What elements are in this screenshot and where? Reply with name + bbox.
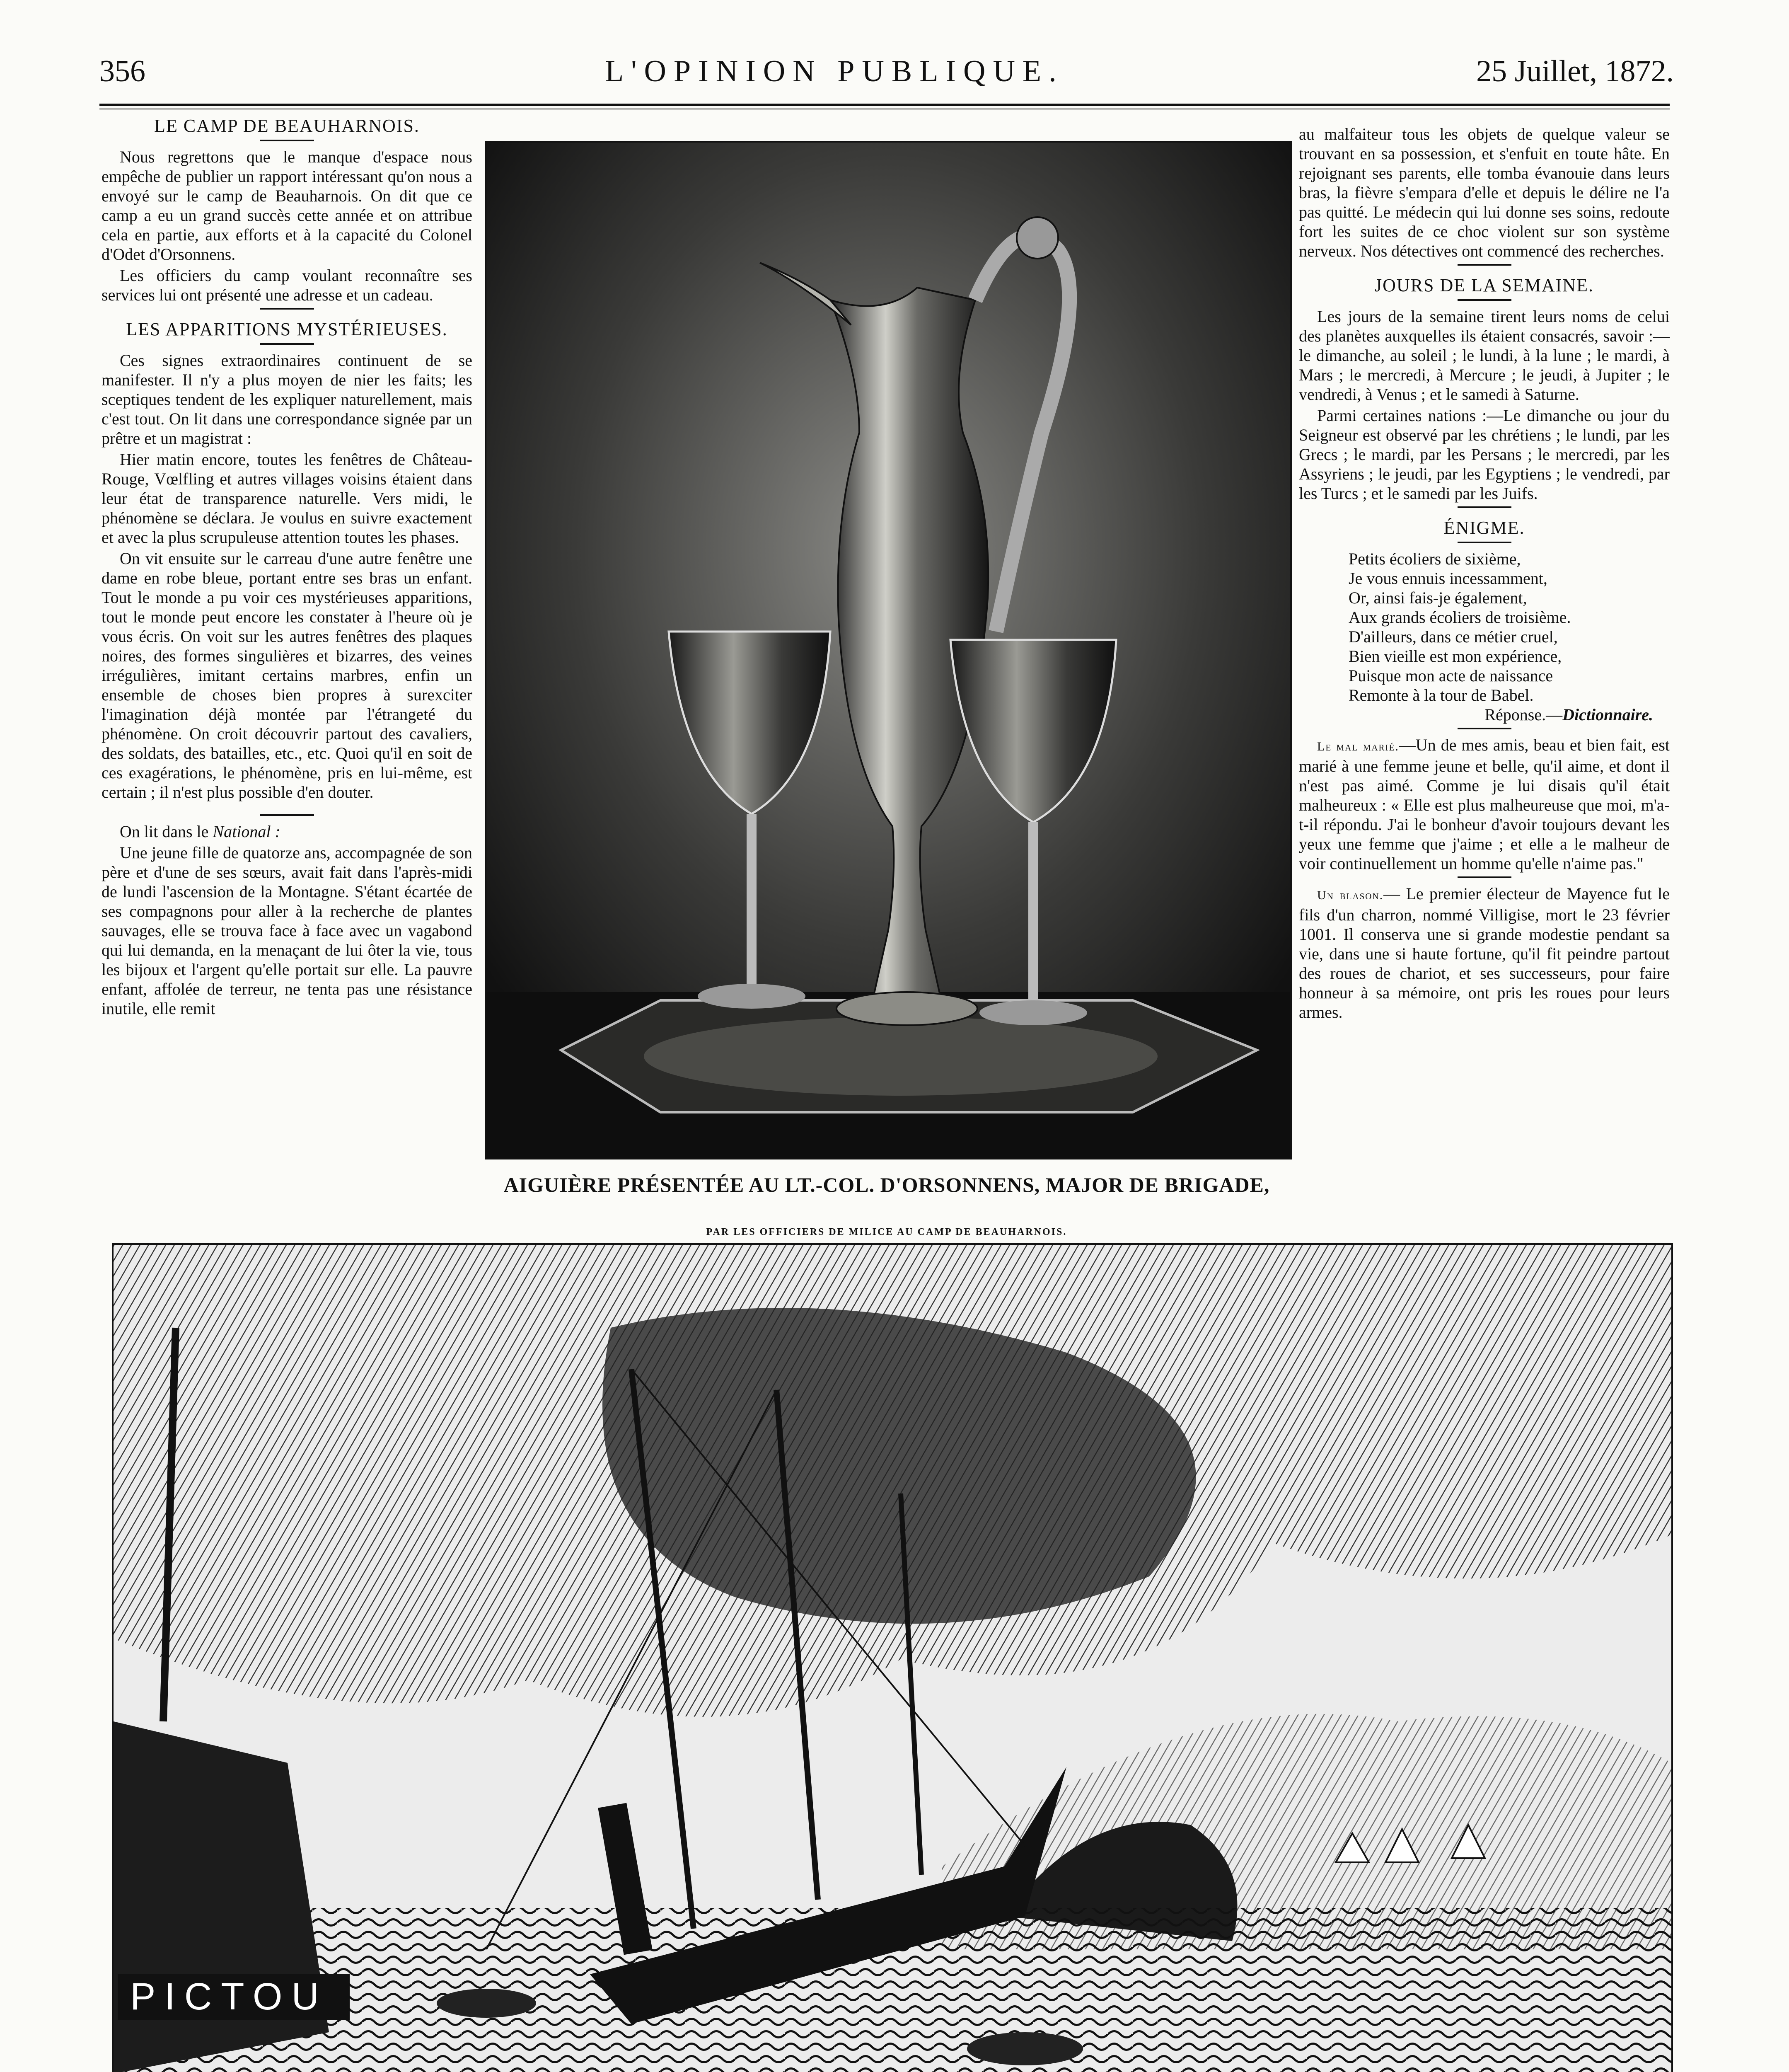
section-rule [260,140,314,141]
ewer-engraving [486,143,1290,1158]
section-rule [1458,876,1511,878]
section-rule [1458,264,1511,266]
apparitions-paragraph-3: On vit ensuite sur le carreau d'une autre fenêtre une dame en robe bleue, portant entre ses bras un enfant. Tout le monde a pu voir ces mystérieuses apparitions, tout le monde peut encore les constater à l'heure où je vous écris. On voit sur les autres fenêtres des plaques noires, des formes singulières et bizarres, des veines irrégulières, imitant certains marbres, enfin un ensemble de choses bien propres à surexciter l'imagination déjà montée par l'étrangeté du phénomène. On croit découvrir partout des cavaliers, des soldats, des batailles, etc., etc. Quoi qu'il en soit de ces exagérations, le phénomène, pris en lui-même, est certain ; il n'est plus possible d'en douter. [102,549,472,801]
poem-line: D'ailleurs, dans ce métier cruel, [1349,627,1558,646]
mal-marie-text: —Un de mes amis, beau et bien fait, est marié à une femme jeune et belle, qu'il aime, et dont il n'est pas aimé. Comme je lui disais qu'il était malheureux : « Elle est plus malheureuse que moi, m'a-t-il répondu. J'ai le bonheur d'avoir toujours devant les yeux une femme que j'aime ; et elle a le malheur de voir continuellement un homme qu'elle n'aime pas." [1299,736,1670,873]
section-rule [1458,506,1511,508]
page-number: 356 [99,54,145,88]
enigme-answer [1299,705,1653,724]
enigme-heading: ÉNIGME. [1443,518,1525,538]
jours-paragraph-2: Parmi certaines nations :—Le dimanche ou jour du Seigneur est observé par les chrétiens ; le lundi, par les Grecs ; le mardi, par les Persans ; le mercredi, par les Assyriens ; le jeudi, par les Egyptiens ; le vendredi, par les Turcs ; et le samedi par les Juifs. [1299,406,1670,503]
stern-nameplate: PICTOU [130,1975,328,2018]
mal-marie-label: Le mal marié. [1317,740,1399,753]
section-rule [1458,728,1511,729]
answer-text: Dictionnaire. [1562,705,1653,724]
camp-paragraph-1: Nous regrettons que le manque d'espace nous empêche de publier un rapport intéressant qu'on nous a envoyé sur le camp de Beauharnois. On dit que ce camp a eu un grand succès cette année et on attribue cela en partie, aux efforts et à la capacité du Colonel d'Odet d'Orsonnens. [102,148,472,264]
national-paragraph: Une jeune fille de quatorze ans, accompagnée de son père et d'une de ses sœurs, avait fait dans l'après-midi de lundi l'ascension de la Montagne. S'étant écartée de ses compagnons pour aller à la recherche de plantes sauvages, elle se trouva face à face avec un vagabond qui lui demanda, en la menaçant de lui ôter la vie, tous les bijoux et l'argent qu'elle portait sur elle. La pauvre enfant, affolée de terreur, ne tenta pas une résistance inutile, elle remit [102,843,472,1018]
poem-line: Or, ainsi fais-je également, [1349,588,1527,607]
poem-line: Petits écoliers de sixième, [1349,549,1521,568]
section-rule [260,814,314,816]
camp-heading: LE CAMP DE BEAUHARNOIS. [154,116,420,136]
ewer-illustration [485,141,1292,1159]
section-rule [1458,299,1511,301]
blason-label: Un blason. [1317,888,1384,902]
newspaper-title: L'OPINION PUBLIQUE. [605,54,1064,88]
national-source-name: National : [213,822,280,841]
answer-label: Réponse.— [1484,705,1563,724]
apparitions-paragraph-1: Ces signes extraordinaires continuent de se manifester. Il n'y a plus moyen de nier les faits; les sceptiques tendent de les expliquer naturellement, mais c'est tout. On lit dans une correspondance signée par un prêtre et un magistrat : [102,351,472,448]
national-intro-text: On lit dans le [120,822,209,841]
poem-line: Remonte à la tour de Babel. [1349,686,1534,704]
shipwreck-engraving [114,1245,1671,2072]
continued-paragraph: au malfaiteur tous les objets de quelque valeur se trouvant en sa possession, et s'enfuit en toute hâte. En rejoignant ses parents, elle tomba évanouie dans leurs bras, la fièvre s'empara d'elle et depuis le délire ne l'a pas quitté. Le médecin qui lui donne ses soins, redoute fort les suites de ce choc violent sur son système nerveux. Nos détectives ont commencé des recherches. [1299,125,1670,260]
apparitions-heading: LES APPARITIONS MYSTÉRIEUSES. [126,319,448,339]
camp-paragraph-2: Les officiers du camp voulant reconnaître ses services lui ont présenté une adresse et un cadeau. [102,266,472,304]
jours-paragraph-1: Les jours de la semaine tirent leurs noms de celui des planètes auxquelles ils étaient consacrés, savoir :—le dimanche, au soleil ; le lundi, à la lune ; le mardi, à Mars ; le mercredi, à Mercure ; le jeudi, à Jupiter ; le vendredi, à Venus ; et le samedi à Saturne. [1299,307,1670,404]
left-column [102,116,472,1020]
national-intro [102,822,472,841]
masthead [99,54,1674,99]
poem-line: Puisque mon acte de naissance [1349,666,1553,685]
ewer-subcaption: PAR LES OFFICIERS DE MILICE AU CAMP DE BEAUHARNOIS. [706,1227,1067,1237]
ewer-caption: AIGUIÈRE PRÉSENTÉE AU LT.-COL. D'ORSONNENS, MAJOR DE BRIGADE, [503,1173,1270,1196]
blason-paragraph [1299,884,1670,1022]
blason-text: — Le premier électeur de Mayence fut le fils d'un charron, nommé Villigise, mort le 23 février 1001. Il conserva une si grande modestie pendant sa vie, dans une si haute fortune, qu'il fit peindre partout des roues de chariot, et ses successeurs, pour faire honneur à sa mémoire, ont pris les roues pour leurs armes. [1299,884,1670,1021]
mal-marie-paragraph [1299,735,1670,873]
poem-line: Bien vieille est mon expérience, [1349,647,1562,666]
section-rule [1458,542,1511,543]
apparitions-paragraph-2: Hier matin encore, toutes les fenêtres de Château-Rouge, Vœlfling et autres villages voisins étaient dans leur état de transparence naturelle. Vers midi, le phénomène se déclara. Je voulus en suivre exactement et avec la plus scrupuleuse attention toutes les phases. [102,450,472,547]
section-rule [260,308,314,310]
section-rule [260,343,314,345]
poem-line: Aux grands écoliers de troisième. [1349,608,1571,627]
shipwreck-illustration [112,1243,1673,2072]
enigme-poem [1299,549,1670,705]
right-column [1299,124,1670,1024]
masthead-rule [99,104,1670,106]
jours-heading: JOURS DE LA SEMAINE. [1375,275,1594,295]
issue-date: 25 Juillet, 1872. [1476,54,1674,88]
poem-line: Je vous ennuis incessamment, [1349,569,1547,588]
